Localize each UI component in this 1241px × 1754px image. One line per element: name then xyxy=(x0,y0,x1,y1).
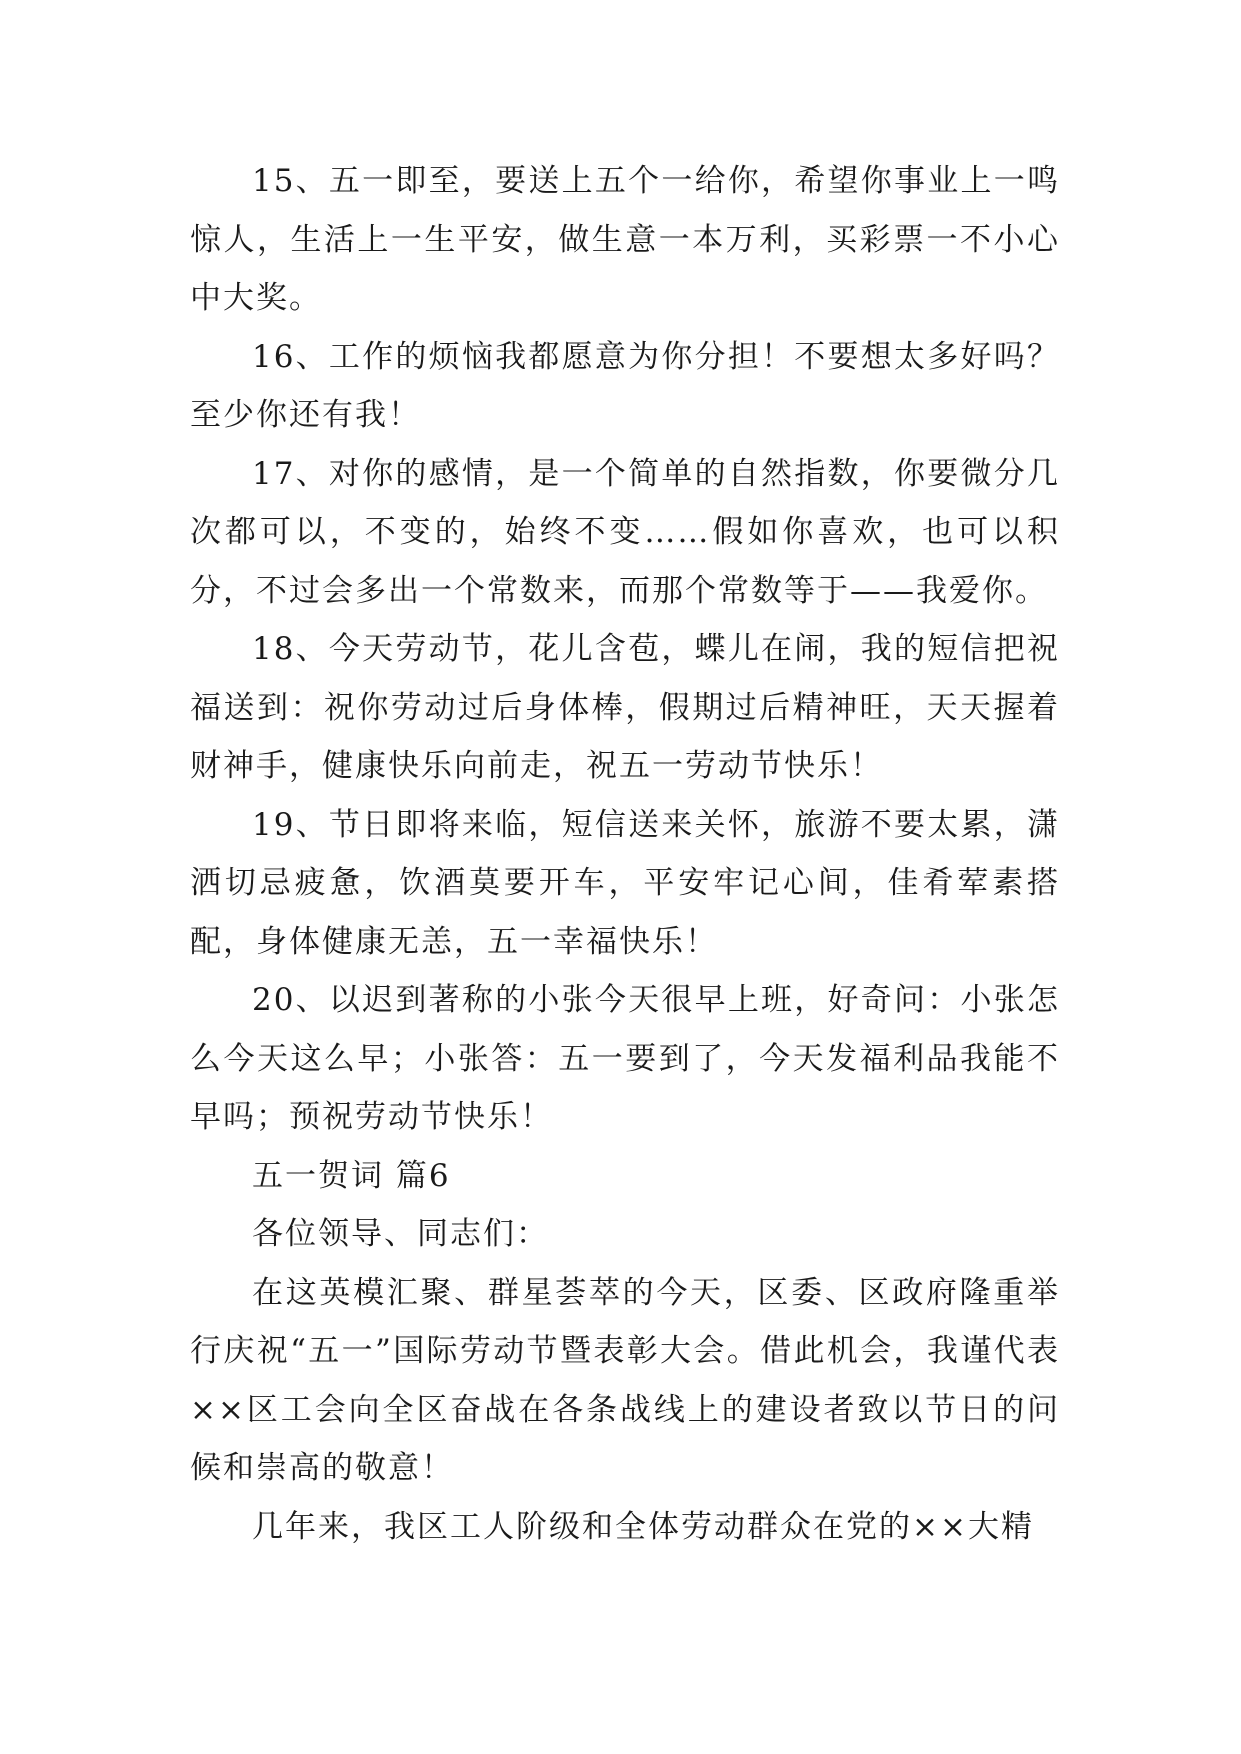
paragraph-16: 16、工作的烦恼我都愿意为你分担！不要想太多好吗？至少你还有我！ xyxy=(190,338,1060,433)
speech-paragraph-1: 在这英模汇聚、群星荟萃的今天，区委、区政府隆重举行庆祝“五一”国际劳动节暨表彰大会。借此机会，我谨代表××区工会向全区奋战在各条战线上的建设者致以节日的问候和崇高的敬意！ xyxy=(190,1274,1060,1486)
document-body xyxy=(190,152,1060,1556)
paragraph-15: 15、五一即至，要送上五个一给你，希望你事业上一鸣惊人，生活上一生平安，做生意一本万利，买彩票一不小心中大奖。 xyxy=(190,163,1060,316)
paragraph-17: 17、对你的感情，是一个简单的自然指数，你要微分几次都可以，不变的，始终不变……假如你喜欢，也可以积分，不过会多出一个常数来，而那个常数等于——我爱你。 xyxy=(190,455,1060,609)
salutation: 各位领导、同志们： xyxy=(252,1216,549,1252)
paragraph-19: 19、节日即将来临，短信送来关怀，旅游不要太累，潇洒切忌疲惫，饮酒莫要开车，平安牢记心间，佳肴荤素搭配，身体健康无恙，五一幸福快乐！ xyxy=(190,806,1060,960)
speech-paragraph-2: 几年来，我区工人阶级和全体劳动群众在党的××大精 xyxy=(252,1508,1034,1545)
paragraph-20: 20、以迟到著称的小张今天很早上班，好奇问：小张怎么今天这么早；小张答：五一要到了，今天发福利品我能不早吗；预祝劳动节快乐！ xyxy=(190,982,1060,1135)
section-title: 五一贺词 篇6 xyxy=(252,1157,451,1194)
paragraph-18: 18、今天劳动节，花儿含苞，蝶儿在闹，我的短信把祝福送到：祝你劳动过后身体棒，假期过后精神旺，天天握着财神手，健康快乐向前走，祝五一劳动节快乐！ xyxy=(190,631,1060,784)
